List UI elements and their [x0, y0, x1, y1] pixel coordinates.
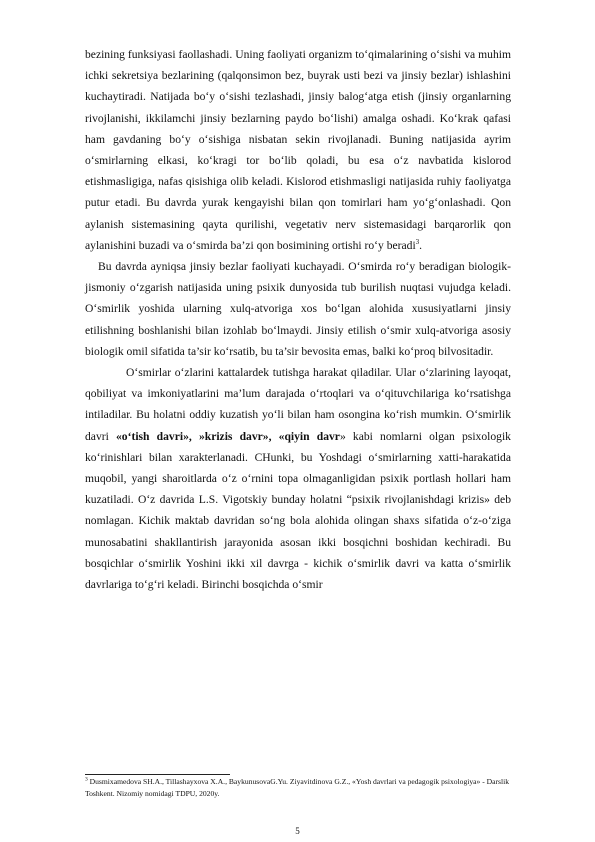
paragraph-3-bold-terms: «o‘tish davri», »krizis davr», «qiyin davr: [116, 429, 340, 443]
paragraph-2-text: Bu davrda ayniqsa jinsiy bezlar faoliyati kuchayadi. O‘smirda ro‘y beradigan biologik-jismoniy o‘zgarish natijasida uning psixik dunyosida tub burilish nuqtasi vujudga keladi. O‘smirlik yoshida ularning xulq-atvoriga xos bo‘lgan alohida xususiyatlarni jinsiy etilishning boshlanishi bilan izohlab bo‘lmaydi. Jinsiy etilish o‘smir xulq-atvoriga asosiy biologik omil sifatida ta’sir ko‘rsatib, bu ta’sir bevosita emas, balki ko‘proq bilvositadir.: [85, 260, 511, 358]
paragraph-3-text-after: » kabi nomlarni olgan psixologik ko‘rinishlari bilan xarakterlanadi. CHunki, bu Yoshdagi o‘smirlarning xatti-harakatida muqobil, yangi sharoitlarda o‘z o‘rnini topa olmaganligidan psixik portlash hollari ham kuzatiladi. O‘z davrida L.S. Vigotskiy bunday holatni “psixik rivojlanishdagi krizis» deb nomlagan. Kichik maktab davridan so‘ng bola alohida olingan shaxs sifatida o‘z-o‘ziga munosabatini shakllantirish jarayonida asosan ikki bosqichni boshidan kechiradi. Bu bosqichlar o‘smirlik Yoshini ikki xil davrga - kichik o‘smirlik davri va katta o‘smirlik davrlariga to‘g‘ri keladi. Birinchi bosqichda o‘smir: [85, 429, 511, 592]
footnote-number: 3: [85, 776, 88, 783]
paragraph-1-text: bezining funksiyasi faollashadi. Uning faoliyati organizm to‘qimalarining o‘sishi va muhim ichki sekretsiya bezlarining (qalqonsimon bez, buyrak usti bezi va jinsiy bezlar) ishlashini kuchaytiradi. Natijada bo‘y o‘sishi tezlashadi, jinsiy balog‘atga etish (jinsiy organlarning rivojlanishi, ikkilamchi jinsiy bezlarning paydo bo‘lishi) amalga oshadi. Ko‘krak qafasi ham gavdaning bo‘y o‘sishiga nisbatan sekin rivojlanadi. Buning natijasida ayrim o‘smirlarning elkasi, ko‘kragi tor bo‘lib qoladi, bu esa o‘z navbatida kislorod etishmasligiga, nafas qisishiga olib keladi. Kislorod etishmasligi natijasida ruhiy faoliyatga putur etadi. Bu davrda yurak kengayishi bilan qon tomirlari ham yo‘g‘onlashadi. Qon aylanish sistemasining qayta qurilishi, vegetativ nerv sistemasidagi barqarorlik qon aylanishini buzadi va o‘smirda ba’zi qon bosimining ortishi ro‘y beradi: [85, 48, 511, 252]
paragraph-3-text-before: O‘smirlar o‘zlarini kattalardek tutishga harakat qiladilar. Ular o‘zlarining layoqat, qobiliyat va imkoniyatlarini ma’lum darajada o‘rtoqlari va o‘qituvchilariga ko‘rsatishga intiladilar. Bu holatni oddiy kuzatish yo‘li bilan ham osongina ko‘rish mumkin. O‘smirlik davri: [85, 366, 511, 443]
page-number: 5: [295, 826, 300, 836]
paragraph-1: [85, 44, 511, 256]
paragraph-1-end: .: [419, 238, 423, 252]
footnote-text: Dusmixamedova SH.A., Tillashayxova X.A., BaykunusovaG.Yu. Ziyavitdinova G.Z., «Yosh davrlari va pedagogik psixologiya» - Darslik Toshkent. Nizomiy nomidagi TDPU, 2020y.: [85, 777, 510, 798]
footnote-reference: 3: [415, 237, 420, 246]
footnote-divider: [85, 774, 230, 775]
paragraph-3: [85, 362, 511, 595]
footnote: [85, 776, 515, 799]
paragraph-2: [85, 256, 511, 362]
body-text: [85, 44, 511, 595]
